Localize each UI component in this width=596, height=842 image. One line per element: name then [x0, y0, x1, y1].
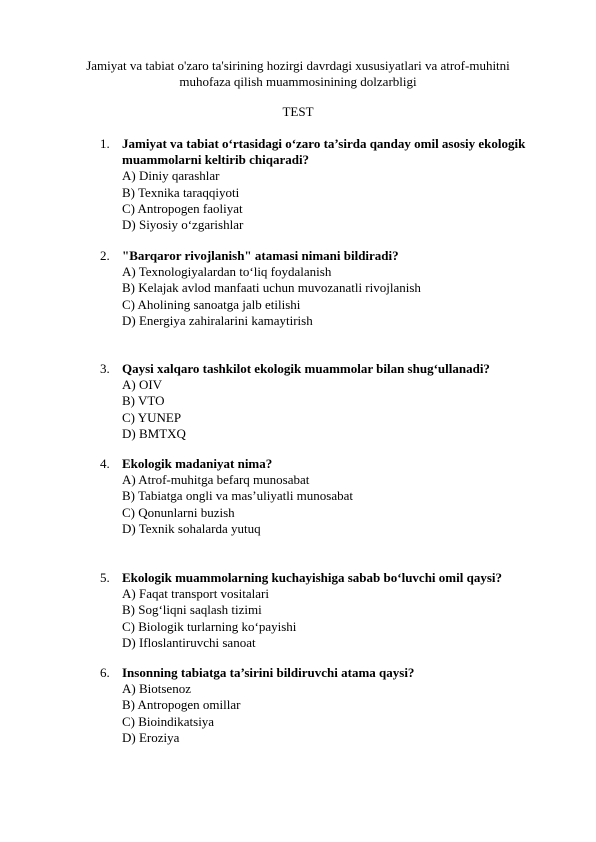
option-c: C) Antropogen faoliyat [122, 200, 243, 216]
option-a: A) Atrof-muhitga befarq munosabat [122, 472, 310, 488]
document-subtitle: TEST [282, 104, 314, 119]
question-number: 3. [100, 361, 110, 376]
option-c: C) YUNEP [122, 409, 182, 425]
question-number: 1. [100, 136, 110, 151]
option-d: D) Energiya zahiralarini kamaytirish [122, 312, 313, 328]
question-label: Jamiyat va tabiat o‘rtasidagi o‘zaro ta’sirda qanday omil asosiy ekologik muammolarni keltirib chiqaradi? [122, 136, 526, 168]
question-1 [100, 136, 560, 233]
title-line-2: muhofaza qilish muammosinining dolzarbligi [179, 74, 417, 89]
option-a: A) Texnologiyalardan to‘liq foydalanish [122, 264, 332, 280]
option-c: C) Biologik turlarning ko‘payishi [122, 618, 297, 634]
question-label: Ekologik muammolarning kuchayishiga sabab bo‘luvchi omil qaysi? [122, 570, 502, 585]
question-number: 2. [100, 248, 110, 263]
question-label: Ekologik madaniyat nima? [122, 456, 273, 471]
option-d: D) Ifloslantiruvchi sanoat [122, 634, 256, 650]
question-6 [100, 665, 560, 746]
question-number: 6. [100, 665, 110, 680]
question-4 [100, 456, 560, 537]
question-label: Insonning tabiatga ta’sirini bildiruvchi atama qaysi? [122, 665, 415, 680]
question-text [100, 136, 560, 168]
question-text [100, 570, 560, 586]
option-a: A) Biotsenoz [122, 681, 191, 697]
option-b: B) Kelajak avlod manfaati uchun muvozanatli rivojlanish [122, 280, 421, 296]
question-text [100, 665, 560, 681]
option-a: A) Diniy qarashlar [122, 168, 220, 184]
question-text [100, 456, 560, 472]
option-a: A) OIV [122, 377, 163, 393]
question-5 [100, 570, 560, 651]
question-2 [100, 248, 560, 329]
option-b: B) Sog‘liqni saqlash tizimi [122, 602, 262, 618]
option-b: B) Tabiatga ongli va mas’uliyatli munosabat [122, 488, 353, 504]
question-number: 5. [100, 570, 110, 585]
option-d: D) Siyosiy o‘zgarishlar [122, 217, 244, 233]
question-number: 4. [100, 456, 110, 471]
option-d: D) Texnik sohalarda yutuq [122, 520, 261, 536]
option-b: B) Texnika taraqqiyoti [122, 184, 240, 200]
option-d: D) Eroziya [122, 729, 180, 745]
option-c: C) Aholining sanoatga jalb etilishi [122, 296, 301, 312]
option-b: B) Antropogen omillar [122, 697, 241, 713]
question-label: Qaysi xalqaro tashkilot ekologik muammolar bilan shug‘ullanadi? [122, 361, 490, 376]
document-title [40, 58, 556, 90]
option-a: A) Faqat transport vositalari [122, 586, 269, 602]
option-c: C) Bioindikatsiya [122, 713, 215, 729]
option-c: C) Qonunlarni buzish [122, 504, 235, 520]
question-text [100, 361, 560, 377]
question-label: "Barqaror rivojlanish" atamasi nimani bildiradi? [122, 248, 399, 263]
option-d: D) BMTXQ [122, 425, 186, 441]
title-line-1: Jamiyat va tabiat o'zaro ta'sirining hozirgi davrdagi xususiyatlari va atrof-muhitni [86, 58, 510, 73]
option-b: B) VTO [122, 393, 165, 409]
question-text [100, 248, 560, 264]
question-3 [100, 361, 560, 442]
